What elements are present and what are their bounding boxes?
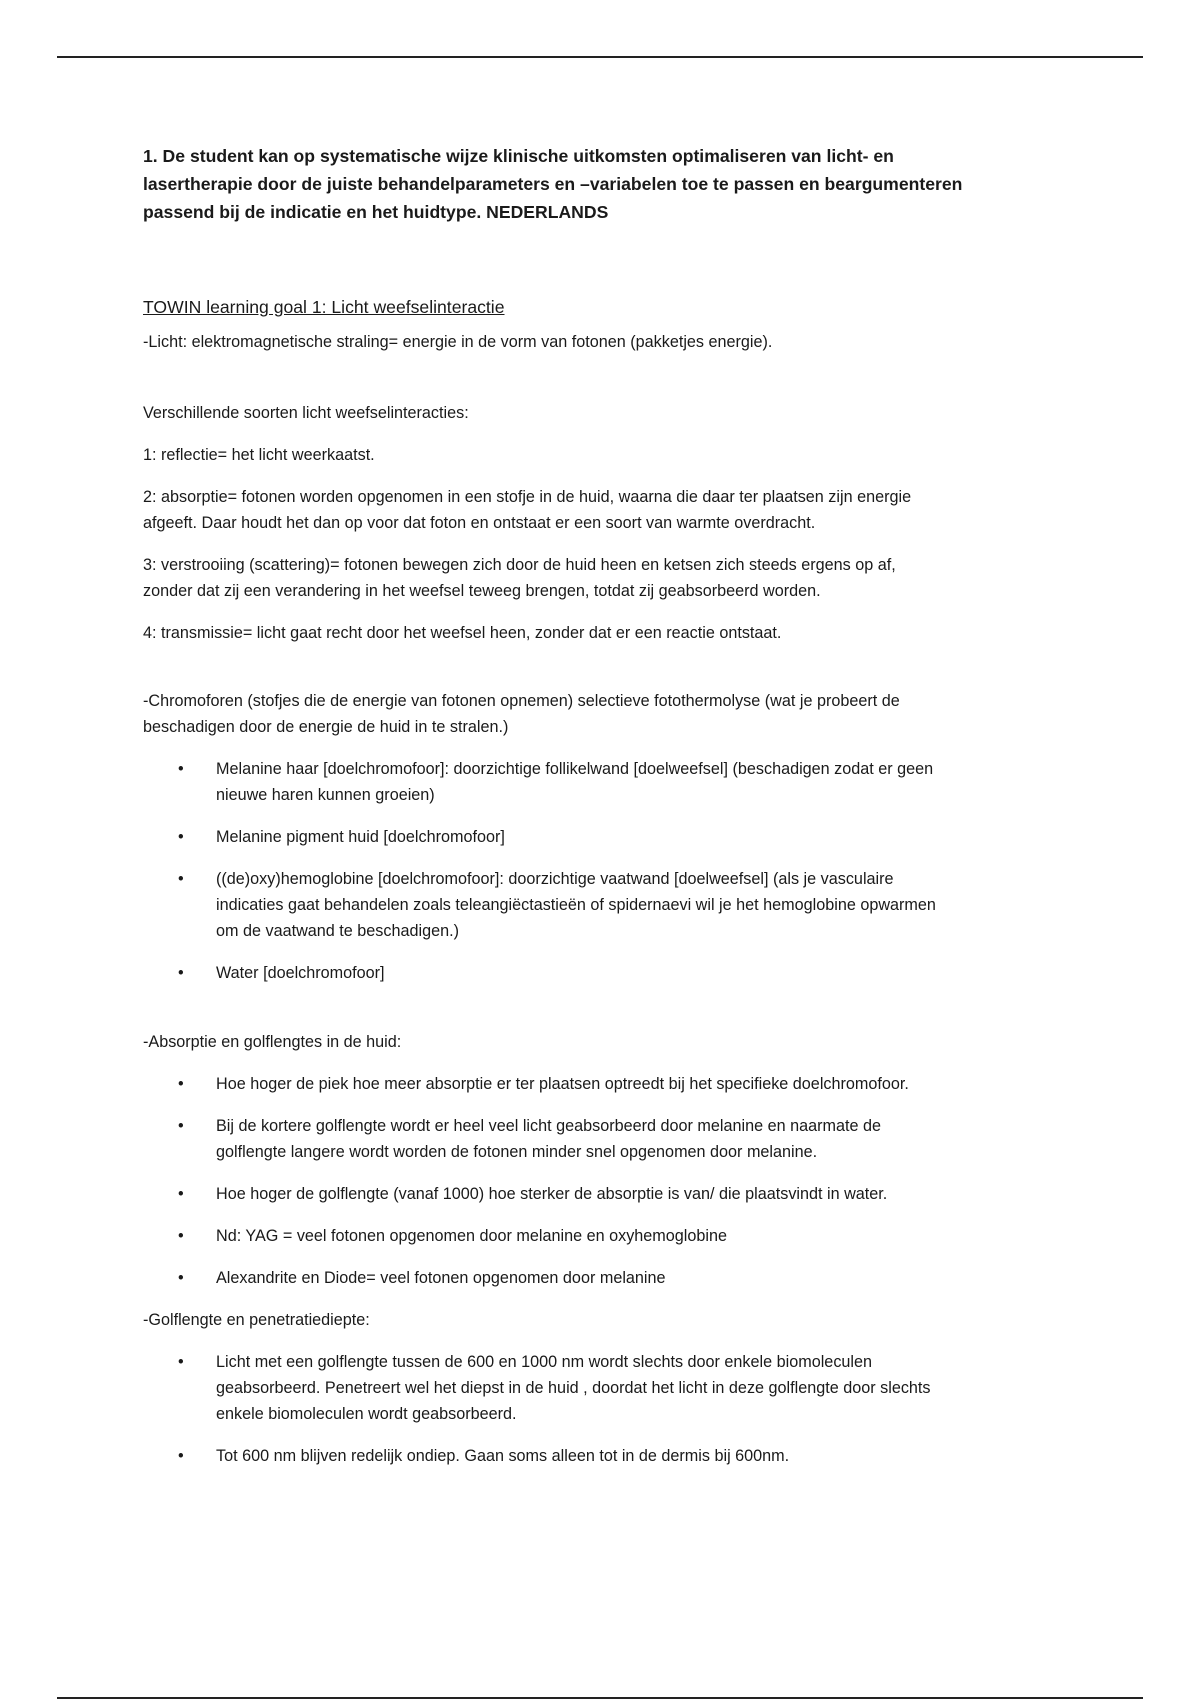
text-line: Hoe hoger de piek hoe meer absorptie er ter plaatsen optreedt bij het specifieke doelchromofoor. <box>216 1075 909 1093</box>
text-line: 4: transmissie= licht gaat recht door het weefsel heen, zonder dat er een reactie ontstaat. <box>143 624 782 642</box>
text-line: ((de)oxy)hemoglobine [doelchromofoor]: doorzichtige vaatwand [doelweefsel] (als je vasculaire <box>216 870 894 888</box>
text-line: golflengte langere wordt worden de fotonen minder snel opgenomen door melanine. <box>216 1143 818 1161</box>
document-body <box>143 142 1063 1469</box>
text-line: Melanine pigment huid [doelchromofoor] <box>216 828 505 846</box>
list-item <box>143 1349 1063 1427</box>
bullet-icon: • <box>178 870 184 888</box>
list-item <box>143 1265 1063 1291</box>
bullet-icon: • <box>178 964 184 982</box>
text-line: Bij de kortere golflengte wordt er heel veel licht geabsorbeerd door melanine en naarmate de <box>216 1117 881 1135</box>
text-line: 1: reflectie= het licht weerkaatst. <box>143 446 375 464</box>
text-line: enkele biomoleculen wordt geabsorbeerd. <box>216 1405 517 1423</box>
bullet-icon: • <box>178 1075 184 1093</box>
text-line: Licht met een golflengte tussen de 600 en 1000 nm wordt slechts door enkele biomoleculen <box>216 1353 873 1371</box>
interaction-absorptie <box>143 484 1063 536</box>
text-line: beschadigen door de energie de huid in te stralen.) <box>143 718 509 736</box>
interaction-reflectie <box>143 442 1063 468</box>
text-line: nieuwe haren kunnen groeien) <box>216 786 435 804</box>
interactions-title: Verschillende soorten licht weefselinteracties: <box>143 404 469 422</box>
bullet-icon: • <box>178 828 184 846</box>
list-item <box>143 1443 1063 1469</box>
interaction-transmissie <box>143 620 1063 646</box>
text-line: afgeeft. Daar houdt het dan op voor dat foton en ontstaat er een soort van warmte overdracht. <box>143 514 816 532</box>
chromoforen-paragraph <box>143 688 1063 740</box>
learning-goal-title: TOWIN learning goal 1: Licht weefselinteractie <box>143 297 505 317</box>
text-line: Melanine haar [doelchromofoor]: doorzichtige follikelwand [doelweefsel] (beschadigen zodat er geen <box>216 760 934 778</box>
bullet-icon: • <box>178 760 184 778</box>
learning-objective-heading <box>143 142 1063 226</box>
list-item <box>143 960 1063 986</box>
heading-line: lasertherapie door de juiste behandelparameters en –variabelen toe te passen en beargumenteren <box>143 174 963 194</box>
text-line: Nd: YAG = veel fotonen opgenomen door melanine en oxyhemoglobine <box>216 1227 728 1245</box>
list-item <box>143 1113 1063 1165</box>
absorptie-list <box>143 1071 1063 1291</box>
bottom-rule <box>57 1697 1143 1699</box>
penetratie-title: -Golflengte en penetratiediepte: <box>143 1311 370 1329</box>
bullet-icon: • <box>178 1447 184 1465</box>
bullet-icon: • <box>178 1117 184 1135</box>
text-line: Hoe hoger de golflengte (vanaf 1000) hoe sterker de absorptie is van/ die plaatsvindt in water. <box>216 1185 888 1203</box>
text-line: geabsorbeerd. Penetreert wel het diepst in de huid , doordat het licht in deze golflengte door slechts <box>216 1379 931 1397</box>
top-rule <box>57 56 1143 58</box>
text-line: -Chromoforen (stofjes die de energie van fotonen opnemen) selectieve fotothermolyse (wat je probeert de <box>143 692 900 710</box>
text-line: om de vaatwand te beschadigen.) <box>216 922 459 940</box>
bullet-icon: • <box>178 1269 184 1287</box>
interaction-verstrooiing <box>143 552 1063 604</box>
heading-line: 1. De student kan op systematische wijze klinische uitkomsten optimaliseren van licht- en <box>143 146 894 166</box>
text-line: Tot 600 nm blijven redelijk ondiep. Gaan soms alleen tot in de dermis bij 600nm. <box>216 1447 790 1465</box>
text-line: 3: verstrooiing (scattering)= fotonen bewegen zich door de huid heen en ketsen zich steeds ergens op af, <box>143 556 896 574</box>
bullet-icon: • <box>178 1353 184 1371</box>
text-line: indicaties gaat behandelen zoals teleangiëctastieën of spidernaevi wil je het hemoglobine opwarmen <box>216 896 936 914</box>
chromoforen-list <box>143 756 1063 986</box>
list-item <box>143 824 1063 850</box>
list-item <box>143 1223 1063 1249</box>
intro-paragraph: -Licht: elektromagnetische straling= energie in de vorm van fotonen (pakketjes energie). <box>143 333 773 351</box>
list-item <box>143 1071 1063 1097</box>
text-line: Water [doelchromofoor] <box>216 964 385 982</box>
list-item <box>143 756 1063 808</box>
penetratie-list <box>143 1349 1063 1469</box>
list-item <box>143 1181 1063 1207</box>
bullet-icon: • <box>178 1185 184 1203</box>
absorptie-title: -Absorptie en golflengtes in de huid: <box>143 1033 402 1051</box>
bullet-icon: • <box>178 1227 184 1245</box>
text-line: Alexandrite en Diode= veel fotonen opgenomen door melanine <box>216 1269 666 1287</box>
heading-line: passend bij de indicatie en het huidtype. NEDERLANDS <box>143 202 609 222</box>
text-line: 2: absorptie= fotonen worden opgenomen in een stofje in de huid, waarna die daar ter plaatsen zijn energie <box>143 488 912 506</box>
list-item <box>143 866 1063 944</box>
text-line: zonder dat zij een verandering in het weefsel teweeg brengen, totdat zij geabsorbeerd worden. <box>143 582 821 600</box>
